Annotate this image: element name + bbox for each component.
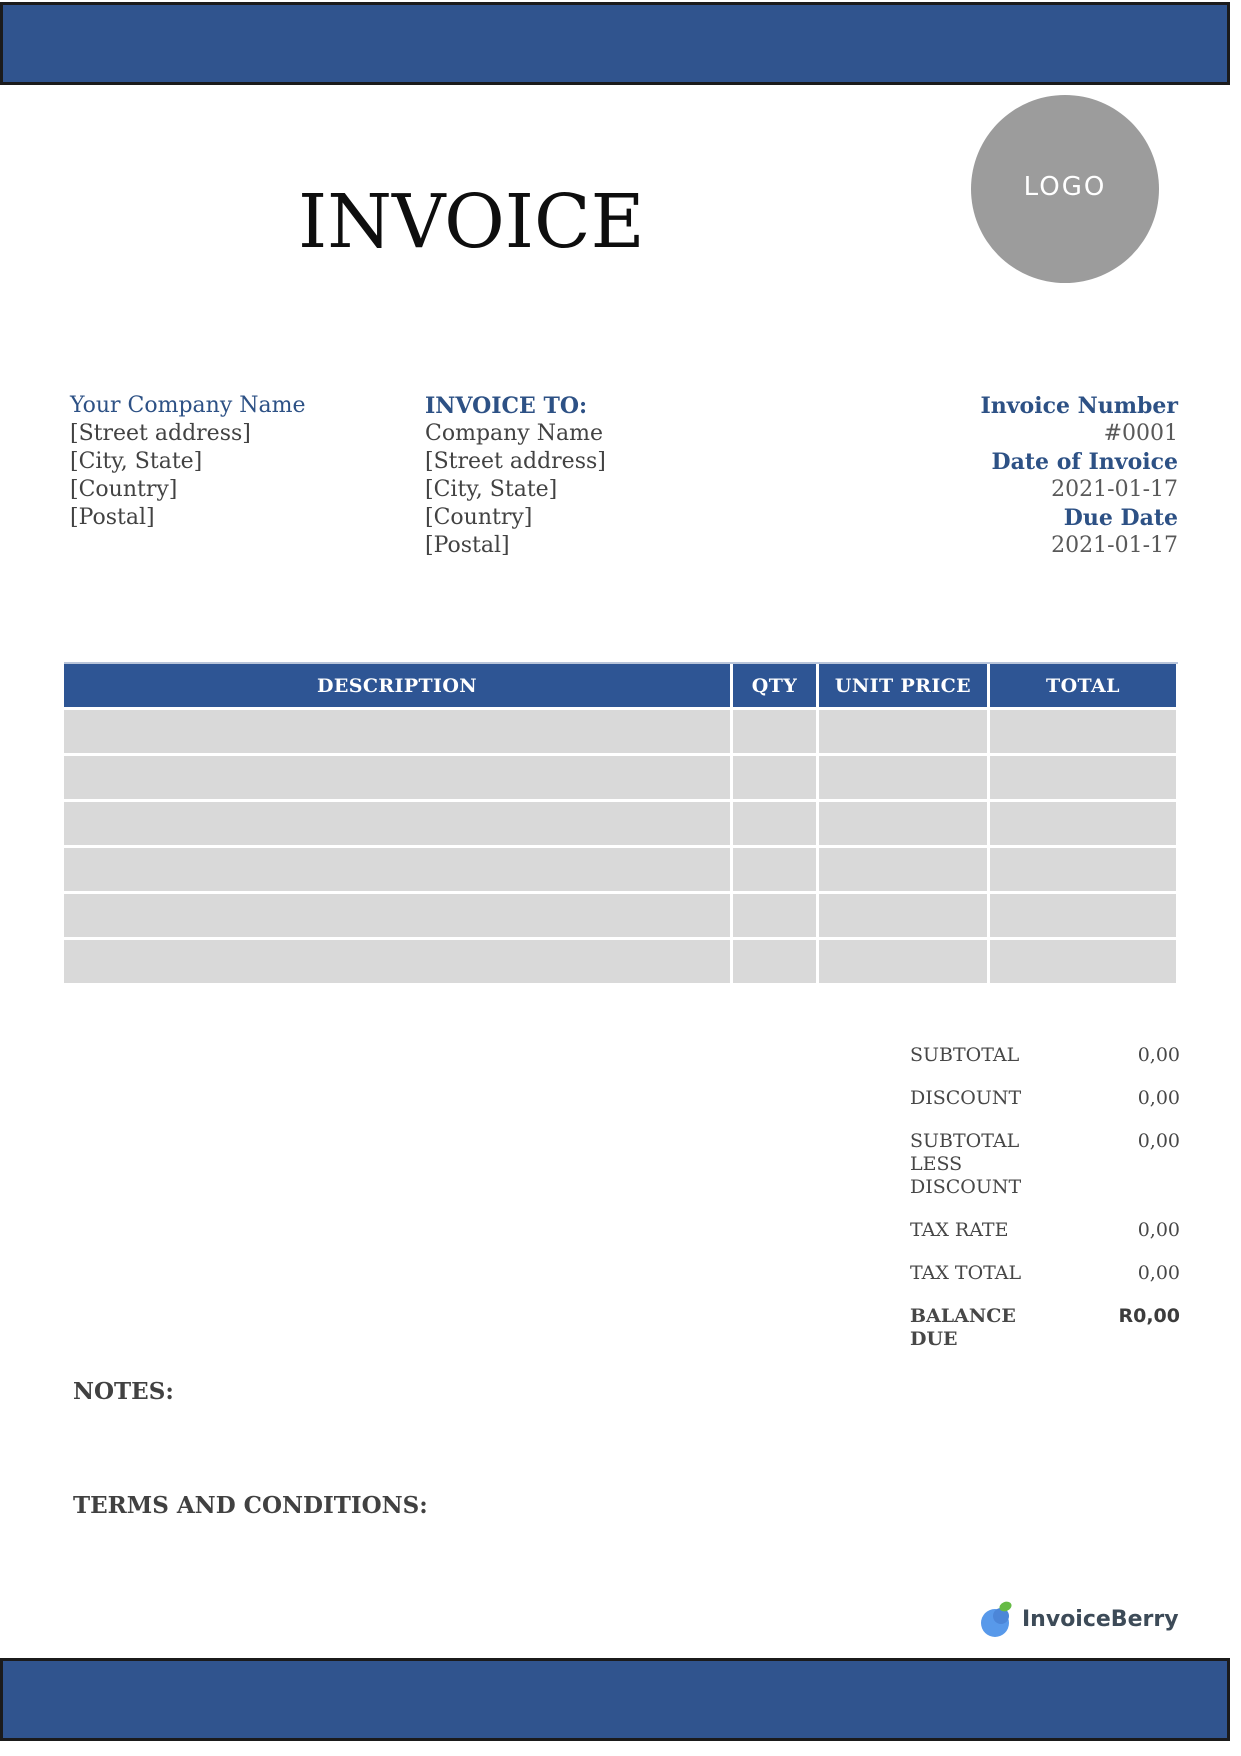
invoice-meta xyxy=(980,392,1178,560)
table-cell xyxy=(990,894,1176,937)
tax-rate-label: TAX RATE xyxy=(910,1219,1009,1241)
table-header-row xyxy=(64,662,1178,707)
berry-icon xyxy=(979,1599,1015,1639)
brand-name: InvoiceBerry xyxy=(1022,1606,1179,1632)
company-address-line: [Country] xyxy=(70,477,178,502)
invoice-to-line: [Country] xyxy=(425,505,533,530)
table-cell xyxy=(733,848,816,891)
invoice-to-line: Company Name xyxy=(425,421,603,446)
discount-row xyxy=(910,1087,1180,1110)
discount-value: 0,00 xyxy=(1137,1087,1180,1109)
table-cell xyxy=(819,894,987,937)
table-cell xyxy=(733,802,816,845)
table-cell xyxy=(819,756,987,799)
tax-rate-row xyxy=(910,1219,1180,1242)
table-cell xyxy=(733,710,816,753)
table-cell xyxy=(819,940,987,983)
table-cell xyxy=(990,802,1176,845)
company-info xyxy=(70,392,306,532)
subtotal-row xyxy=(910,1044,1180,1067)
subtotal-less-discount-value: 0,00 xyxy=(1137,1130,1180,1152)
totals-summary xyxy=(910,1044,1180,1371)
notes-heading: NOTES: xyxy=(73,1378,174,1405)
column-header-unit-price: UNIT PRICE xyxy=(819,664,987,707)
company-address-line: [City, State] xyxy=(70,449,203,474)
table-row xyxy=(64,802,1178,845)
top-banner xyxy=(0,2,1230,85)
invoice-to-line: [Postal] xyxy=(425,533,510,558)
table-row xyxy=(64,894,1178,937)
table-cell xyxy=(733,940,816,983)
table-cell xyxy=(64,940,730,983)
company-name: Your Company Name xyxy=(70,393,306,418)
tax-total-row xyxy=(910,1262,1180,1285)
logo-circle xyxy=(971,95,1159,283)
table-row xyxy=(64,940,1178,983)
company-address-line: [Postal] xyxy=(70,505,155,530)
invoice-date-value: 2021-01-17 xyxy=(1051,477,1178,502)
table-cell xyxy=(990,940,1176,983)
table-cell xyxy=(990,710,1176,753)
table-cell xyxy=(819,710,987,753)
invoice-number-label: Invoice Number xyxy=(980,393,1178,419)
balance-due-row xyxy=(910,1305,1180,1351)
table-cell xyxy=(64,894,730,937)
logo-placeholder-text: LOGO xyxy=(1023,172,1107,202)
subtotal-less-discount-row xyxy=(910,1130,1180,1199)
table-cell xyxy=(733,756,816,799)
page-title: INVOICE xyxy=(298,179,645,265)
invoice-to-line: [City, State] xyxy=(425,477,558,502)
subtotal-less-discount-label: SUBTOTAL LESS DISCOUNT xyxy=(910,1130,1022,1198)
invoice-date-label: Date of Invoice xyxy=(991,449,1178,475)
invoiceberry-brand xyxy=(979,1599,1179,1639)
invoice-to-label: INVOICE TO: xyxy=(425,393,588,419)
column-header-total: TOTAL xyxy=(990,664,1176,707)
table-cell xyxy=(64,756,730,799)
invoice-to-info xyxy=(425,392,606,560)
invoice-to-line: [Street address] xyxy=(425,449,606,474)
balance-due-label: BALANCE DUE xyxy=(910,1305,1016,1350)
bottom-banner xyxy=(0,1658,1230,1741)
tax-total-value: 0,00 xyxy=(1137,1262,1180,1284)
table-cell xyxy=(64,802,730,845)
invoice-number-value: #0001 xyxy=(1103,421,1178,446)
table-cell xyxy=(819,848,987,891)
column-header-description: DESCRIPTION xyxy=(64,664,730,707)
column-header-qty: QTY xyxy=(733,664,816,707)
table-row xyxy=(64,848,1178,891)
table-cell xyxy=(64,710,730,753)
table-cell xyxy=(990,756,1176,799)
due-date-value: 2021-01-17 xyxy=(1051,533,1178,558)
table-row xyxy=(64,756,1178,799)
due-date-label: Due Date xyxy=(1063,505,1178,531)
balance-due-value: R0,00 xyxy=(1118,1305,1180,1327)
table-row xyxy=(64,710,1178,753)
company-address-line: [Street address] xyxy=(70,421,251,446)
discount-label: DISCOUNT xyxy=(910,1087,1022,1109)
table-cell xyxy=(64,848,730,891)
tax-rate-value: 0,00 xyxy=(1137,1219,1180,1241)
line-items-table xyxy=(64,662,1178,986)
table-cell xyxy=(733,894,816,937)
subtotal-label: SUBTOTAL xyxy=(910,1044,1020,1066)
terms-heading: TERMS AND CONDITIONS: xyxy=(73,1492,428,1519)
table-cell xyxy=(819,802,987,845)
table-cell xyxy=(990,848,1176,891)
tax-total-label: TAX TOTAL xyxy=(910,1262,1022,1284)
subtotal-value: 0,00 xyxy=(1137,1044,1180,1066)
